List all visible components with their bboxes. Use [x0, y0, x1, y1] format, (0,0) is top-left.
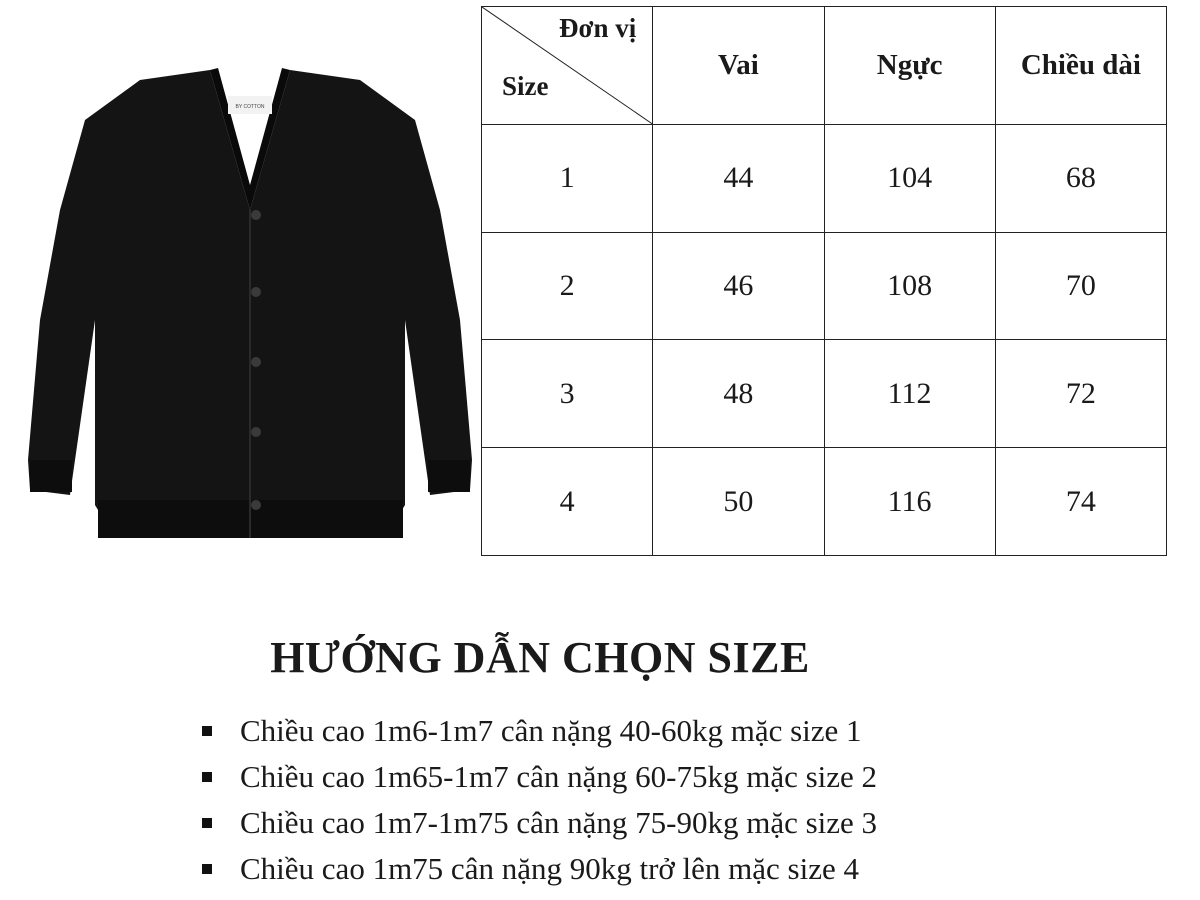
corner-unit-label: Đơn vị — [559, 13, 637, 43]
nguc-cell: 108 — [824, 232, 995, 340]
square-bullet-icon — [202, 864, 212, 874]
vai-cell: 48 — [653, 340, 824, 448]
list-item — [198, 708, 1158, 754]
list-item — [198, 754, 1158, 800]
guide-item-text: Chiều cao 1m6-1m7 cân nặng 40-60kg mặc size 1 — [240, 713, 862, 748]
left-cuff — [30, 460, 72, 492]
size-chart-table — [481, 6, 1167, 556]
chieu-dai-cell: 72 — [995, 340, 1166, 448]
header-nguc: Ngực — [824, 7, 995, 125]
size-cell: 1 — [482, 124, 653, 232]
table-header-row — [482, 7, 1167, 125]
size-cell: 2 — [482, 232, 653, 340]
nguc-cell: 112 — [824, 340, 995, 448]
size-cell: 3 — [482, 340, 653, 448]
cardigan-product-image — [20, 60, 480, 550]
nguc-cell: 104 — [824, 124, 995, 232]
size-guide-list — [198, 708, 1158, 892]
brand-label-text: BY COTTON — [235, 104, 265, 110]
table-row — [482, 340, 1167, 448]
list-item — [198, 846, 1158, 892]
header-vai: Vai — [653, 7, 824, 125]
guide-item-text: Chiều cao 1m7-1m75 cân nặng 75-90kg mặc size 3 — [240, 805, 878, 840]
size-guide-title: HƯỚNG DẪN CHỌN SIZE — [270, 633, 810, 682]
chieu-dai-cell: 68 — [995, 124, 1166, 232]
right-cuff — [428, 460, 470, 492]
corner-header-cell — [482, 7, 653, 125]
button — [251, 210, 261, 220]
nguc-cell: 116 — [824, 448, 995, 556]
size-cell: 4 — [482, 448, 653, 556]
square-bullet-icon — [202, 818, 212, 828]
chieu-dai-cell: 74 — [995, 448, 1166, 556]
square-bullet-icon — [202, 726, 212, 736]
button — [251, 357, 261, 367]
guide-item-text: Chiều cao 1m65-1m7 cân nặng 60-75kg mặc size 2 — [240, 759, 878, 794]
corner-size-label: Size — [502, 70, 549, 101]
button — [251, 500, 261, 510]
list-item — [198, 800, 1158, 846]
vai-cell: 46 — [653, 232, 824, 340]
vai-cell: 50 — [653, 448, 824, 556]
header-chieu-dai: Chiều dài — [995, 7, 1166, 125]
chieu-dai-cell: 70 — [995, 232, 1166, 340]
guide-item-text: Chiều cao 1m75 cân nặng 90kg trở lên mặc size 4 — [240, 851, 859, 886]
square-bullet-icon — [202, 772, 212, 782]
button — [251, 427, 261, 437]
button — [251, 287, 261, 297]
table-row — [482, 448, 1167, 556]
table-row — [482, 232, 1167, 340]
vai-cell: 44 — [653, 124, 824, 232]
table-row — [482, 124, 1167, 232]
